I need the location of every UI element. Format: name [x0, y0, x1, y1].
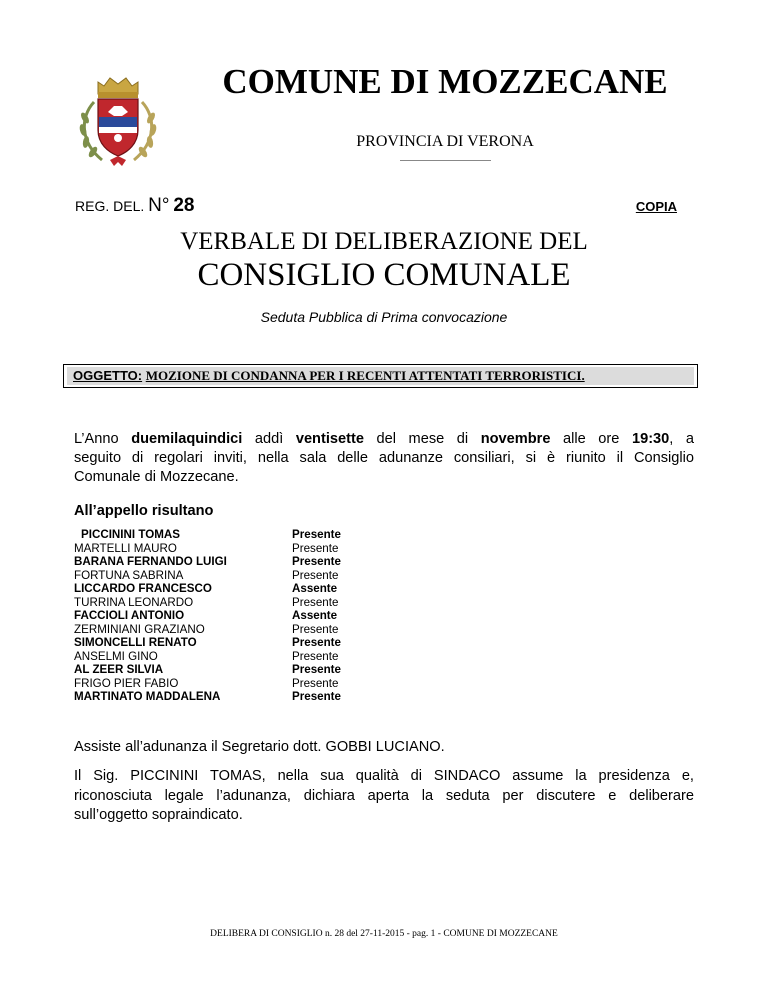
- intro-text: , a: [669, 431, 695, 447]
- intro-paragraph: [74, 430, 694, 487]
- document-heading-line1: VERBALE DI DELIBERAZIONE DEL: [180, 228, 588, 255]
- member-row: [74, 528, 374, 542]
- registry-label: REG. DEL.: [75, 198, 145, 214]
- presidency-line-3: sull’oggetto sopraindicato.: [74, 807, 243, 823]
- member-row: [74, 582, 374, 596]
- document-heading-line2: CONSIGLIO COMUNALE: [197, 257, 571, 293]
- member-row: [74, 569, 374, 583]
- member-name: FACCIOLI ANTONIO: [74, 609, 185, 622]
- member-status: Presente: [292, 676, 339, 690]
- member-row: [74, 663, 374, 677]
- intro-line-1: [74, 430, 694, 449]
- presidency-paragraph: [74, 767, 694, 826]
- page-footer: DELIBERA DI CONSIGLIO n. 28 del 27-11-2015 - pag. 1 - COMUNE DI MOZZECANE: [210, 929, 558, 939]
- member-name: BARANA FERNANDO LUIGI: [74, 555, 227, 568]
- province-name: PROVINCIA DI VERONA: [356, 133, 534, 150]
- member-status: Presente: [292, 595, 339, 609]
- subject-text: MOZIONE DI CONDANNA PER I RECENTI ATTENTATI TERRORISTICI.: [145, 368, 585, 383]
- member-name: FORTUNA SABRINA: [74, 568, 184, 582]
- secretary-line: Assiste all’adunanza il Segretario dott. GOBBI LUCIANO.: [74, 739, 445, 755]
- intro-text: alle ore: [563, 431, 620, 447]
- member-row: [74, 555, 374, 569]
- member-row: [74, 690, 374, 704]
- subject-line: [73, 368, 585, 384]
- member-status: Presente: [292, 555, 341, 568]
- member-status: Presente: [292, 690, 341, 703]
- roll-call-title: All’appello risultano: [74, 503, 214, 519]
- member-row: [74, 636, 374, 650]
- member-row: [74, 650, 374, 664]
- member-name: MARTINATO MADDALENA: [74, 690, 221, 703]
- subject-label: OGGETTO:: [73, 368, 143, 383]
- member-status: Presente: [292, 528, 341, 541]
- member-status: Presente: [292, 622, 339, 636]
- session-type: Seduta Pubblica di Prima convocazione: [260, 309, 508, 325]
- month: novembre: [480, 431, 551, 447]
- member-row: [74, 609, 374, 623]
- member-row: [74, 623, 374, 637]
- intro-text: del mese di: [376, 431, 469, 447]
- member-status: Presente: [292, 663, 341, 676]
- intro-text: addì: [254, 431, 284, 447]
- deliberation-number: 28: [173, 195, 195, 216]
- intro-line-3: Comunale di Mozzecane.: [74, 469, 239, 485]
- member-name: LICCARDO FRANCESCO: [74, 582, 212, 595]
- intro-line-2: seguito di regolari inviti, nella sala delle adunanze consiliari, si è riunito il Consiglio: [74, 450, 694, 466]
- municipality-title: COMUNE DI MOZZECANE: [222, 62, 668, 101]
- member-name: ANSELMI GINO: [74, 649, 158, 663]
- day: ventisette: [295, 431, 364, 447]
- member-status: Presente: [292, 649, 339, 663]
- registry-number: [75, 195, 195, 217]
- member-name: ZERMINIANI GRAZIANO: [74, 622, 205, 636]
- member-row: [74, 596, 374, 610]
- member-row: [74, 677, 374, 691]
- member-status: Presente: [292, 541, 339, 555]
- member-status: Assente: [292, 609, 338, 622]
- member-name: PICCININI TOMAS: [81, 528, 180, 541]
- member-status: Assente: [292, 582, 338, 595]
- year: duemilaquindici: [131, 431, 243, 447]
- intro-text: L’Anno: [74, 431, 119, 447]
- presidency-line-2: riconosciuta legale l’adunanza, dichiara aperta la seduta per discutere e deliberare: [74, 787, 694, 804]
- municipal-crest-icon: [74, 72, 162, 172]
- number-sign: N°: [148, 195, 170, 216]
- member-name: FRIGO PIER FABIO: [74, 676, 179, 690]
- member-name: MARTELLI MAURO: [74, 541, 177, 555]
- copy-label: COPIA: [635, 199, 677, 214]
- member-name: TURRINA LEONARDO: [74, 595, 194, 609]
- member-name: AL ZEER SILVIA: [74, 663, 164, 676]
- member-status: Presente: [292, 636, 341, 649]
- divider: [400, 160, 491, 161]
- presidency-line-1: Il Sig. PICCININI TOMAS, nella sua qualità di SINDACO assume la presidenza e,: [74, 768, 694, 784]
- member-name: SIMONCELLI RENATO: [74, 636, 197, 649]
- member-status: Presente: [292, 568, 339, 582]
- time: 19:30: [631, 431, 670, 447]
- member-row: [74, 542, 374, 556]
